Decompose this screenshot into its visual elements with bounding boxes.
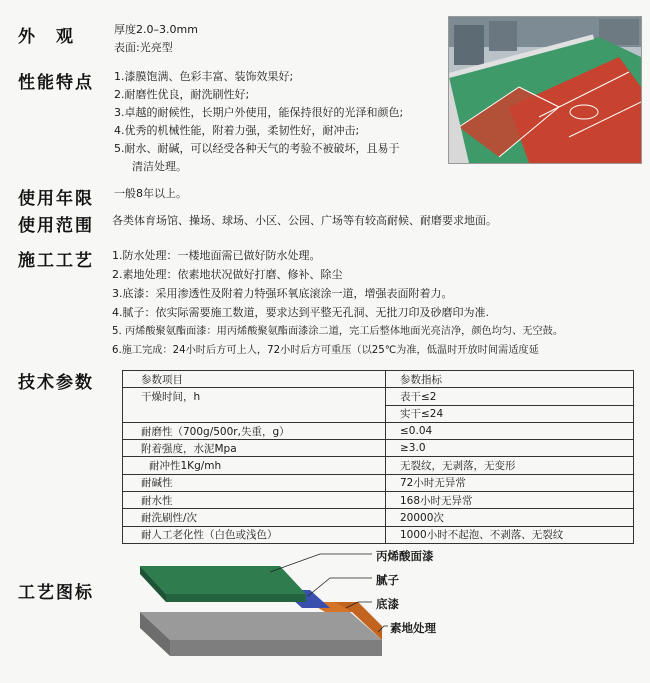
concrete-base-top <box>140 612 382 640</box>
feature-line-2: 2.耐磨性优良，耐洗刷性好; <box>114 88 250 101</box>
table-cell: 耐洗刷性/次 <box>123 509 386 526</box>
table-row <box>123 440 634 457</box>
construction-line-2: 2.素地处理：依素地状况做好打磨、修补、除尘 <box>112 268 343 281</box>
appearance-heading: 外 观 <box>18 27 75 47</box>
table-row <box>123 474 634 491</box>
construction-heading: 施工工艺 <box>18 251 94 271</box>
feature-line-3: 3.卓越的耐候性，长期户外使用，能保持很好的光泽和颜色; <box>114 106 404 119</box>
table-cell: 实干≤24 <box>386 405 634 422</box>
table-cell: 72小时无异常 <box>386 474 634 491</box>
construction-line-1: 1.防水处理：一楼地面需已做好防水处理。 <box>112 249 321 262</box>
table-row <box>123 457 634 474</box>
appearance-thickness: 厚度2.0–3.0mm <box>114 23 198 36</box>
topcoat-layer-front <box>166 594 306 602</box>
table-cell: 表干≤2 <box>386 388 634 405</box>
table-cell: ≥3.0 <box>386 440 634 457</box>
concrete-base-front <box>170 640 382 656</box>
process-diagram-heading: 工艺图标 <box>18 583 94 603</box>
table-cell: 耐磨性（700g/500r,失重，g） <box>123 422 386 439</box>
table-cell <box>123 405 386 422</box>
table-cell: ≤0.04 <box>386 422 634 439</box>
table-row <box>123 492 634 509</box>
table-cell: 耐人工老化性（白色或浅色） <box>123 526 386 543</box>
appearance-surface: 表面:光亮型 <box>114 41 173 54</box>
feature-line-4: 4.优秀的机械性能，附着力强，柔韧性好，耐冲击; <box>114 124 360 137</box>
service-life-text: 一般8年以上。 <box>114 187 187 200</box>
table-row <box>123 388 634 405</box>
table-cell: 耐水性 <box>123 492 386 509</box>
topcoat-layer-top <box>140 566 306 594</box>
table-cell: 干燥时间，h <box>123 388 386 405</box>
leader-line-putty <box>308 578 372 596</box>
table-cell: 耐碱性 <box>123 474 386 491</box>
table-row <box>123 422 634 439</box>
construction-line-6: 6.施工完成：24小时后方可上人，72小时后方可重压（以25℃为准，低温时开放时间需适度延 <box>112 345 539 356</box>
construction-line-3: 3.底漆：采用渗透性及附着力特强环氧底滚涂一道，增强表面附着力。 <box>112 287 453 300</box>
sports-court-image <box>449 17 641 163</box>
scope-text: 各类体育场馆、操场、球场、小区、公园、广场等有较高耐候、耐磨要求地面。 <box>112 214 497 227</box>
legend-topcoat: 丙烯酸面漆 <box>376 549 434 563</box>
table-header-cell: 参数指标 <box>386 371 634 388</box>
feature-line-6: 清洁处理。 <box>132 160 187 173</box>
table-cell: 1000小时不起泡、不剥落、无裂纹 <box>386 526 634 543</box>
construction-line-4: 4.腻子：依实际需要施工数道，要求达到平整无孔洞、无批刀印及砂磨印为准. <box>112 306 489 319</box>
table-cell: 20000次 <box>386 509 634 526</box>
legend-putty: 腻子 <box>376 573 399 587</box>
scope-heading: 使用范围 <box>18 216 94 236</box>
table-cell: 耐冲性1Kg/mh <box>123 457 386 474</box>
table-cell: 附着强度，水泥Mpa <box>123 440 386 457</box>
table-row <box>123 405 634 422</box>
layer-diagram <box>120 550 500 660</box>
construction-line-5: 5. 丙烯酸聚氨酯面漆：用丙烯酸聚氨酯面漆涂二道，完工后整体地面光亮洁净，颜色均匀、无空鼓。 <box>112 326 564 337</box>
leader-line-topcoat <box>270 554 372 572</box>
table-row <box>123 526 634 543</box>
table-cell: 无裂纹，无剥落，无变形 <box>386 457 634 474</box>
tech-params-table <box>122 370 634 544</box>
feature-line-5: 5.耐水、耐碱，可以经受各种天气的考验不被破坏，且易于 <box>114 142 400 155</box>
table-header-row <box>123 371 634 388</box>
service-life-heading: 使用年限 <box>18 189 94 209</box>
table-cell: 168小时无异常 <box>386 492 634 509</box>
feature-line-1: 1.漆膜饱满、色彩丰富、装饰效果好; <box>114 70 294 83</box>
legend-primer: 底漆 <box>376 597 399 611</box>
court-photo <box>448 16 642 164</box>
table-row <box>123 509 634 526</box>
tech-params-heading: 技术参数 <box>18 373 94 393</box>
legend-base: 素地处理 <box>390 621 436 635</box>
table-header-cell: 参数项目 <box>123 371 386 388</box>
features-heading: 性能特点 <box>18 73 94 93</box>
